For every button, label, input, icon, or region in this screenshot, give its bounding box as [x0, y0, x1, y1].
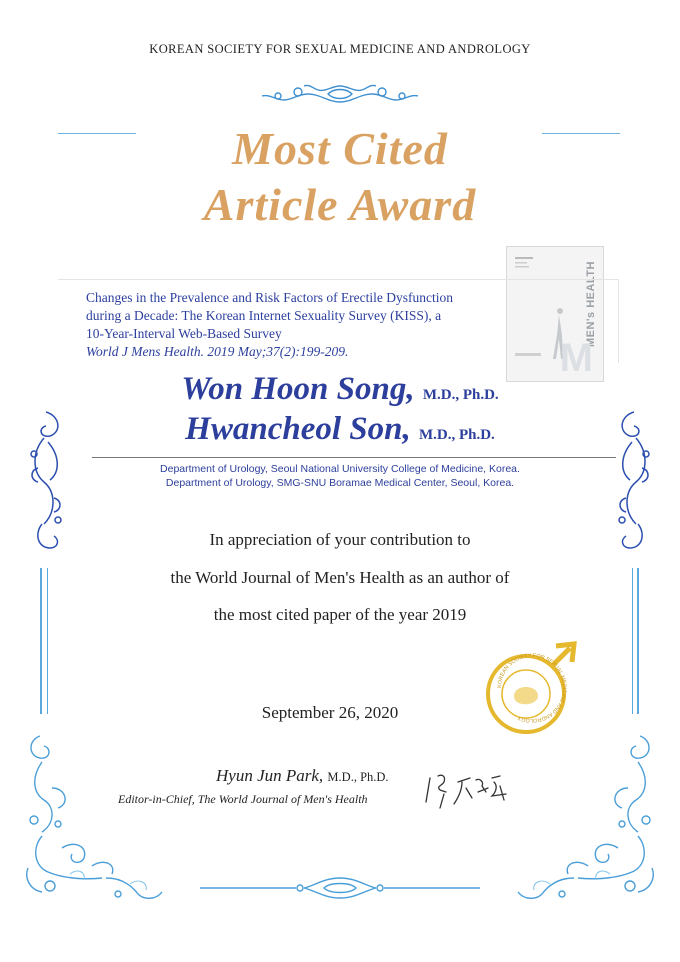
article-citation: World J Mens Health. 2019 May;37(2):199-209. — [86, 344, 349, 359]
author-1-credentials: M.D., Ph.D. — [422, 387, 499, 403]
frame-rule-left-inner — [47, 568, 48, 714]
appreciation-line3: the most cited paper of the year 2019 — [213, 605, 467, 624]
frame-rule-left-outer — [40, 568, 42, 714]
svg-text:KOREAN SOCIETY FOR SEXUAL MEDI — [497, 653, 567, 723]
bottom-left-corner-ornament — [22, 728, 182, 904]
award-title-line1: Most Cited — [232, 123, 448, 174]
author-2-name: Hwancheol Son, — [185, 411, 411, 447]
article-title-line3: 10-Year-Interval Web-Based Survey — [86, 326, 282, 341]
award-date: September 26, 2020 — [261, 703, 399, 722]
article-title-line2: during a Decade: The Korean Internet Sexuality Survey (KISS), a — [86, 308, 442, 323]
department-1: Department of Urology, Seoul National University College of Medicine, Korea. — [160, 463, 520, 475]
article-title-line1: Changes in the Prevalence and Risk Factors of Erectile Dysfunction — [86, 290, 454, 305]
society-seal — [484, 640, 580, 736]
editor-title: Editor-in-Chief, The World Journal of Men's Health — [118, 792, 368, 806]
award-title-line2: Article Award — [203, 179, 477, 230]
right-side-ornament — [610, 408, 654, 558]
author-2 — [0, 411, 680, 448]
editor-credentials: M.D., Ph.D. — [327, 770, 389, 784]
editor-name: Hyun Jun Park, — [216, 766, 324, 785]
author-1 — [0, 371, 680, 408]
appreciation-line2: the World Journal of Men's Health as an author of — [170, 568, 510, 587]
editor-name-line — [216, 766, 389, 786]
bottom-center-ornament — [200, 874, 480, 902]
frame-rule-right-inner — [632, 568, 633, 714]
author-1-name: Won Hoon Song, — [181, 371, 415, 407]
author-divider — [92, 457, 616, 458]
seal-ring-text: KOREAN SOCIETY FOR SEXUAL MEDICINE AND ANDROLOGY — [496, 652, 568, 724]
author-2-credentials: M.D., Ph.D. — [418, 427, 495, 443]
society-name: KOREAN SOCIETY FOR SEXUAL MEDICINE AND ANDROLOGY — [149, 42, 531, 56]
journal-cover-letter: M — [559, 336, 593, 380]
top-scroll-ornament — [258, 80, 422, 108]
journal-spine-text: MEN's HEALTH — [585, 261, 597, 348]
left-side-ornament — [26, 408, 70, 558]
frame-rule-right-outer — [637, 568, 639, 714]
appreciation-line1: In appreciation of your contribution to — [209, 530, 471, 549]
bottom-right-corner-ornament — [498, 728, 658, 904]
department-2: Department of Urology, SMG-SNU Boramae Medical Center, Seoul, Korea. — [165, 477, 515, 489]
